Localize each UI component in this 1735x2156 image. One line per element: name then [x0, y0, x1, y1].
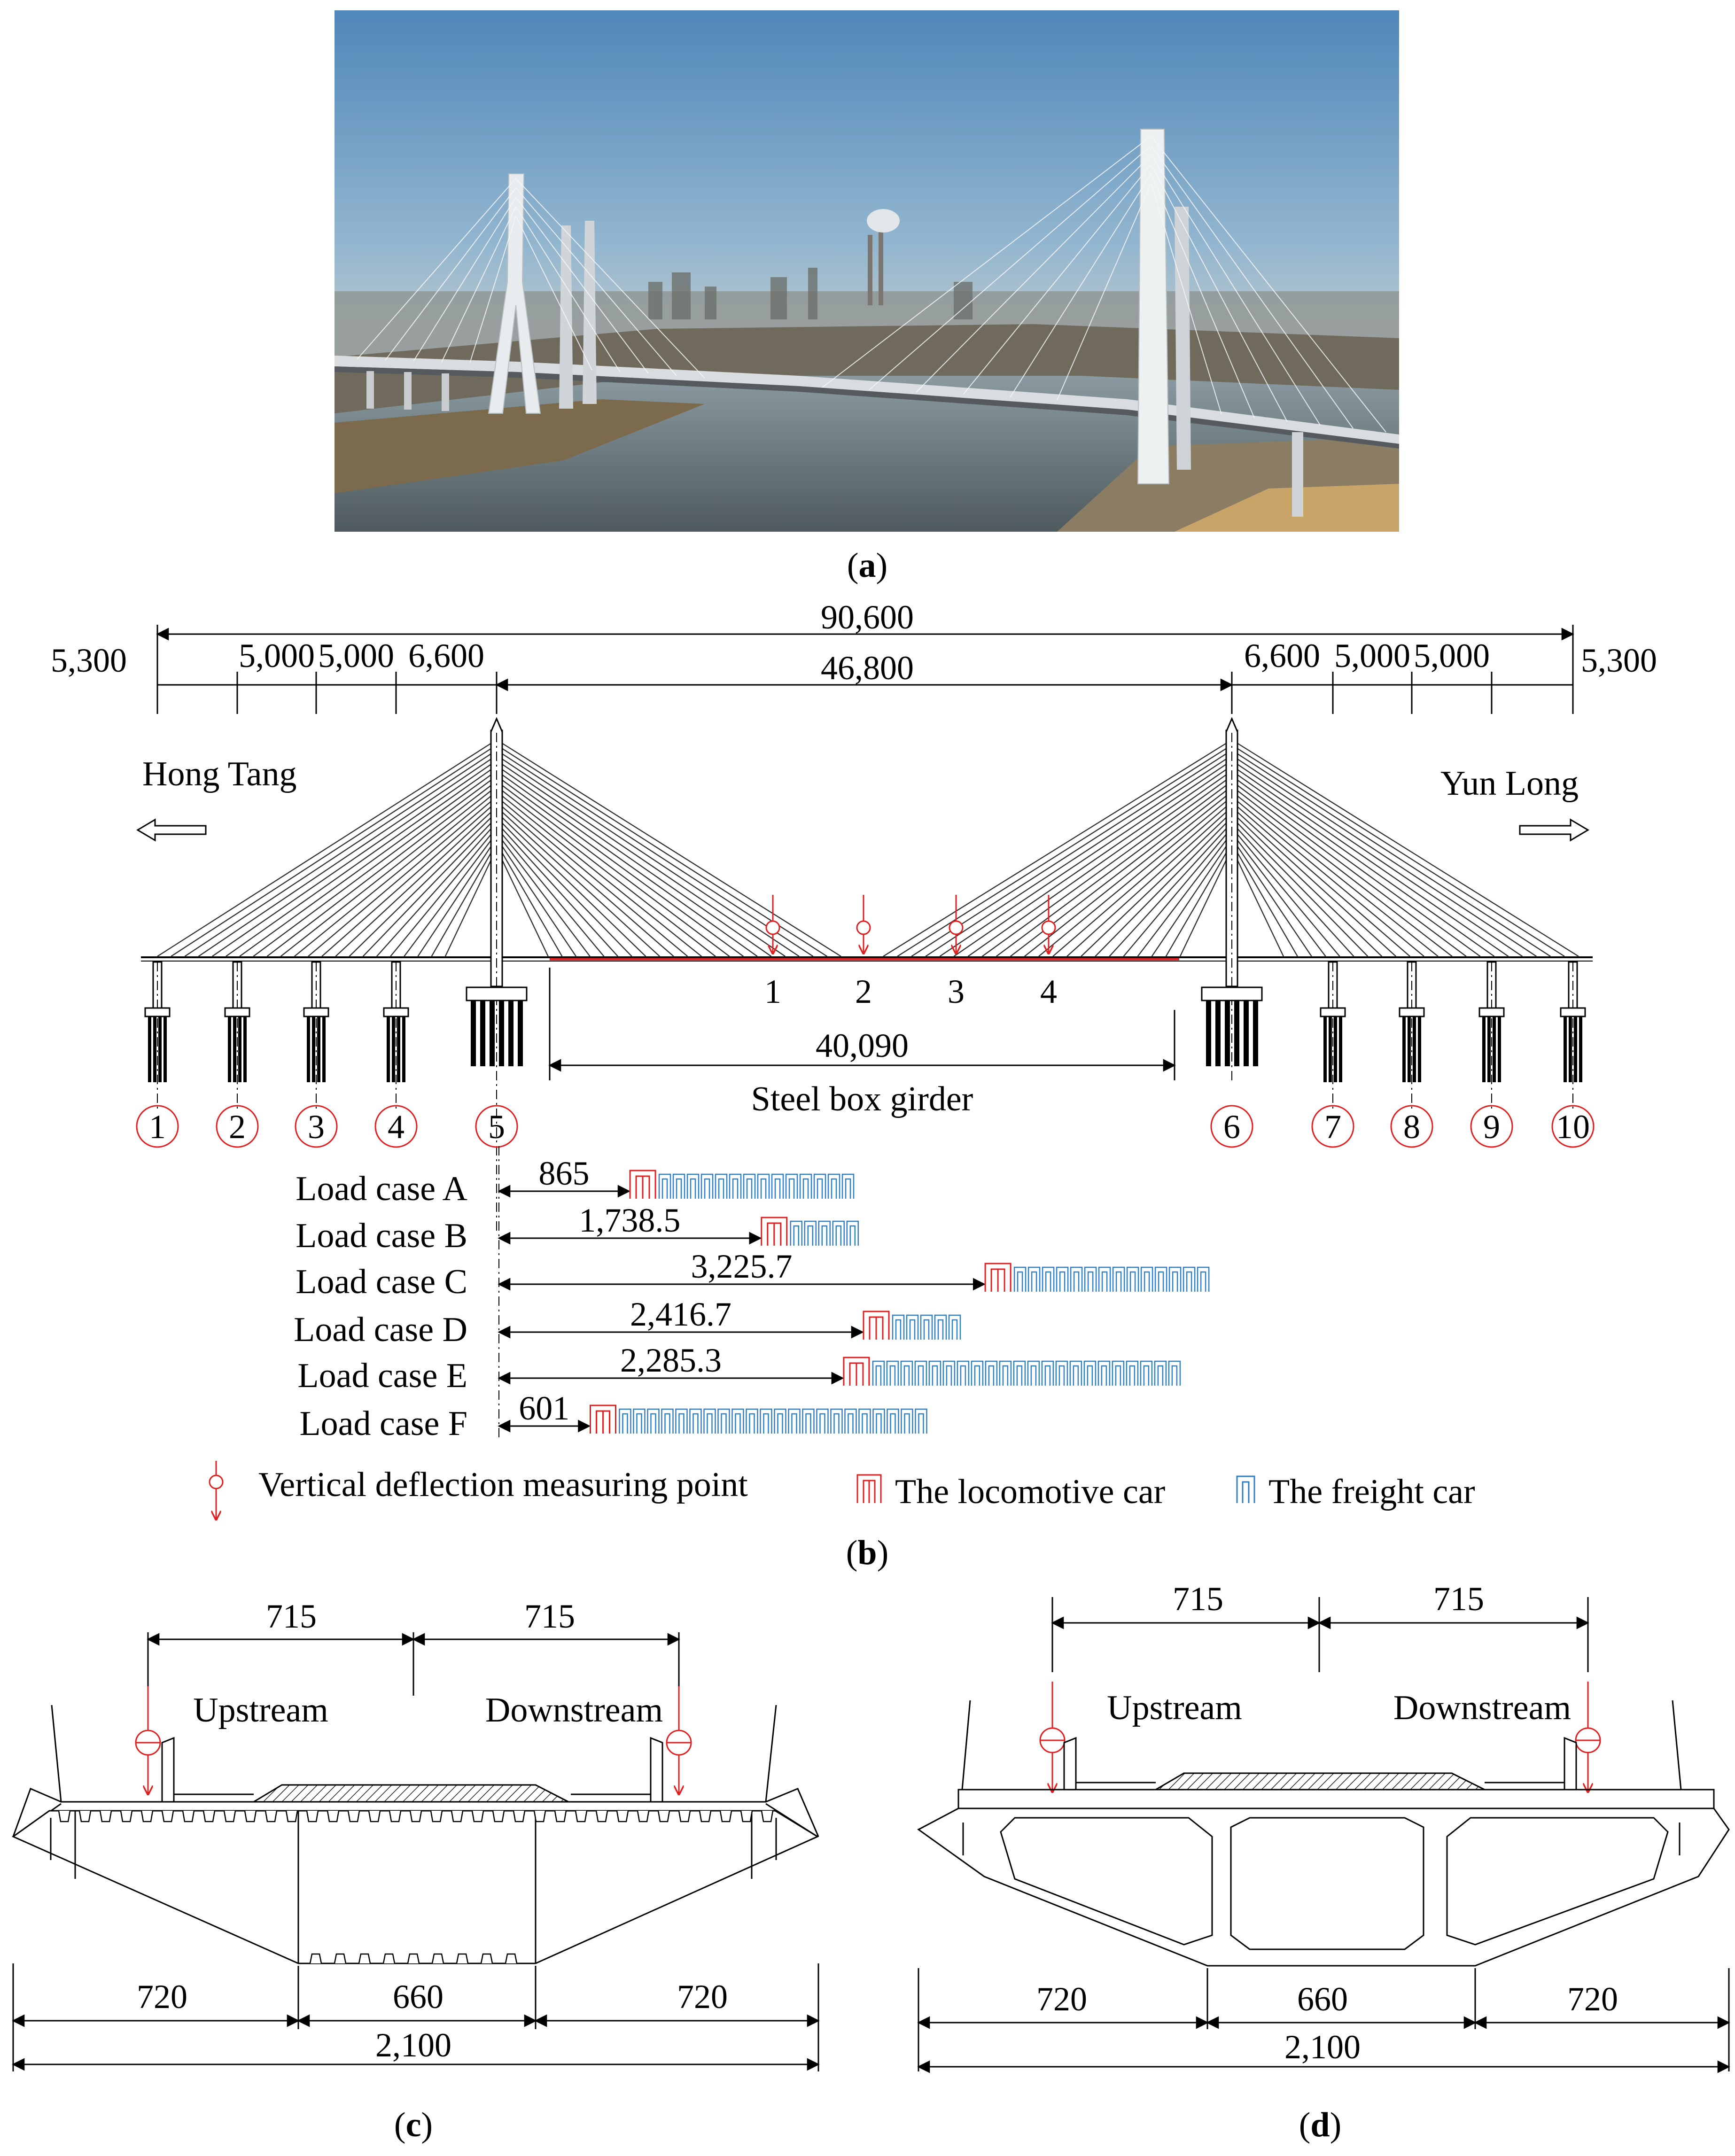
stay-cable: [1039, 797, 1232, 956]
freight-car: [802, 1409, 814, 1434]
freight-car: [704, 1409, 715, 1434]
load-case-name: Load case F: [299, 1404, 467, 1443]
section-d-bottom-dim-3: 720: [1567, 1980, 1618, 2018]
freight-car: [1183, 1267, 1195, 1292]
stay-cable: [982, 776, 1232, 956]
freight-car: [732, 1409, 743, 1434]
locomotive-car: [985, 1264, 1011, 1292]
measuring-point-3: [948, 895, 965, 1010]
stay-cable: [497, 766, 771, 956]
bridge-photo: [335, 10, 1399, 532]
load-case-distance: 2,285.3: [620, 1342, 722, 1379]
freight-car: [921, 1315, 932, 1340]
left-span-3: 5,000: [318, 637, 394, 675]
freight-car: [730, 1174, 741, 1199]
pier-number: 8: [1403, 1108, 1420, 1146]
span-labels: [51, 598, 1657, 687]
tower-left: [467, 719, 527, 1231]
freight-car: [929, 1361, 941, 1386]
freight-car: [673, 1174, 685, 1199]
pier-number: 9: [1483, 1108, 1500, 1146]
stay-cable: [497, 771, 757, 956]
section-c-bottom-dim-3: 720: [677, 1978, 728, 2016]
section-c-ballast: [254, 1785, 568, 1802]
freight-car: [1141, 1361, 1152, 1386]
freight-car: [817, 1409, 828, 1434]
stay-cable: [1232, 776, 1480, 956]
freight-car: [1169, 1361, 1180, 1386]
load-case-row: [296, 1202, 858, 1255]
freight-car: [760, 1409, 771, 1434]
right-span-1: 6,600: [1244, 637, 1320, 675]
freight-car: [915, 1409, 926, 1434]
freight-car: [633, 1409, 645, 1434]
load-case-name: Load case D: [294, 1311, 467, 1349]
freight-car: [1155, 1361, 1166, 1386]
freight-car: [1169, 1267, 1181, 1292]
left-span-4: 6,600: [408, 637, 484, 675]
pier-9: [1471, 962, 1512, 1147]
freight-car: [1113, 1267, 1124, 1292]
freight-car: [772, 1174, 783, 1199]
freight-car: [1057, 1267, 1068, 1292]
freight-car: [1028, 1361, 1039, 1386]
stay-cable: [497, 760, 785, 956]
load-case-name: Load case E: [297, 1357, 467, 1395]
stay-cable: [497, 833, 590, 956]
stay-cable: [954, 766, 1232, 956]
pier-number: 7: [1324, 1108, 1341, 1146]
stay-cable: [996, 781, 1232, 956]
stay-cable: [1109, 822, 1232, 956]
load-case-row: [297, 1342, 1180, 1395]
legend-measuring-label: Vertical deflection measuring point: [258, 1466, 748, 1504]
section-c-upstream: Upstream: [193, 1691, 328, 1729]
load-case-name: Load case B: [296, 1217, 467, 1255]
locomotive-car: [762, 1218, 787, 1246]
freight-car: [1071, 1267, 1082, 1292]
right-span-3: 5,000: [1414, 637, 1490, 675]
freight-car: [1043, 1267, 1054, 1292]
freight-car: [887, 1361, 898, 1386]
freight-car: [1141, 1267, 1152, 1292]
right-direction-label: Yun Long: [1440, 764, 1579, 803]
freight-car: [1000, 1361, 1011, 1386]
legend-freight-icon: [1237, 1476, 1254, 1503]
freight-car: [833, 1221, 844, 1246]
stay-cable: [497, 740, 841, 956]
stay-cable: [432, 843, 497, 956]
section-d-top-dim-2: 715: [1433, 1580, 1484, 1618]
measuring-point-2: [855, 895, 872, 1010]
stay-cable: [968, 771, 1232, 956]
freight-car: [831, 1409, 842, 1434]
panel-b-caption: (b): [846, 1534, 889, 1572]
section-c-top-dim-2: 715: [524, 1598, 575, 1635]
legend-freight-label: The freight car: [1268, 1473, 1475, 1511]
stay-cable: [497, 776, 743, 956]
stay-cable: [404, 833, 497, 956]
legend-measuring-icon: [210, 1461, 223, 1520]
pier-number: 3: [308, 1108, 325, 1146]
freight-car: [619, 1409, 630, 1434]
legend-locomotive-label: The locomotive car: [895, 1473, 1166, 1511]
freight-car: [716, 1174, 727, 1199]
stay-cable: [940, 760, 1232, 956]
freight-car: [873, 1409, 884, 1434]
stay-cable: [497, 797, 688, 956]
left-arrow-icon: [138, 820, 206, 840]
stay-cable: [377, 822, 497, 956]
pier-7: [1312, 962, 1354, 1147]
freight-car: [1098, 1361, 1110, 1386]
stay-cable: [1138, 833, 1232, 956]
legend: [210, 1461, 1475, 1520]
freight-car: [887, 1409, 898, 1434]
freight-car: [814, 1174, 825, 1199]
load-case-distance: 3,225.7: [691, 1248, 793, 1285]
section-c-bottom-dim-2: 660: [393, 1978, 443, 2016]
panel-a-caption: (a): [847, 546, 888, 585]
stay-cable: [1232, 833, 1326, 956]
freight-car: [676, 1409, 687, 1434]
pier-number: 5: [488, 1108, 505, 1146]
section-c-total: 2,100: [375, 2026, 451, 2064]
freight-car: [1127, 1267, 1138, 1292]
freight-car: [828, 1174, 840, 1199]
pier-number: 10: [1556, 1108, 1590, 1146]
load-case-row: [294, 1295, 960, 1349]
freight-car: [957, 1361, 969, 1386]
pier-3: [296, 962, 337, 1147]
stay-cable: [497, 822, 618, 956]
pier-8: [1391, 962, 1432, 1147]
load-case-distance: 865: [538, 1155, 590, 1192]
freight-car: [1085, 1267, 1096, 1292]
panel-d-label: d: [1310, 2106, 1330, 2144]
freight-car: [915, 1361, 926, 1386]
freight-car: [943, 1361, 955, 1386]
stay-cable: [1232, 822, 1354, 956]
panel-b-label: b: [857, 1534, 877, 1572]
measuring-point-label: 1: [764, 973, 781, 1010]
freight-car: [690, 1409, 701, 1434]
main-span-label: 46,800: [821, 649, 914, 687]
right-span-4: 5,300: [1581, 642, 1657, 679]
freight-car: [1028, 1267, 1040, 1292]
load-case-name: Load case A: [296, 1170, 467, 1208]
right-span-2: 5,000: [1334, 637, 1410, 675]
section-c-downstream: Downstream: [485, 1691, 663, 1729]
stay-cable: [1166, 843, 1232, 956]
freight-car: [1042, 1361, 1053, 1386]
freight-car: [986, 1361, 997, 1386]
freight-car: [1084, 1361, 1096, 1386]
freight-car: [1198, 1267, 1209, 1292]
freight-car: [774, 1409, 786, 1434]
total-span-label: 90,600: [821, 598, 914, 636]
stay-cable: [445, 848, 497, 956]
freight-car: [659, 1174, 670, 1199]
locomotive-car: [590, 1405, 615, 1434]
freight-car: [972, 1361, 983, 1386]
freight-car: [847, 1221, 858, 1246]
freight-car: [687, 1174, 699, 1199]
load-case-row: [296, 1248, 1209, 1301]
freight-car: [949, 1315, 960, 1340]
panel-c-caption: (c): [394, 2106, 433, 2144]
freight-car: [788, 1409, 800, 1434]
freight-car: [718, 1409, 729, 1434]
right-arrow-icon: [1520, 820, 1588, 840]
freight-car: [901, 1361, 912, 1386]
freight-car: [746, 1409, 757, 1434]
pier-number: 1: [149, 1108, 166, 1146]
measuring-point-label: 4: [1040, 973, 1057, 1010]
freight-car: [647, 1409, 659, 1434]
section-d-total: 2,100: [1284, 2028, 1361, 2066]
pier-2: [217, 962, 258, 1147]
measuring-point-label: 2: [855, 973, 872, 1010]
panel-c-label: c: [405, 2106, 421, 2144]
freight-car: [1056, 1361, 1067, 1386]
locomotive-car: [864, 1311, 889, 1340]
stay-cable: [1232, 797, 1424, 956]
load-case-name: Load case C: [296, 1263, 467, 1301]
freight-car: [701, 1174, 713, 1199]
freight-car: [1070, 1361, 1081, 1386]
stay-cable: [1232, 843, 1298, 956]
stay-cable: [390, 828, 497, 956]
stay-cable: [883, 740, 1232, 956]
pier-number: 4: [388, 1108, 405, 1146]
stay-cable: [497, 828, 604, 956]
left-span-2: 5,000: [239, 637, 315, 675]
pier-1: [137, 962, 178, 1147]
section-c: [13, 1598, 818, 2071]
stay-cable: [497, 843, 562, 956]
locomotive-car: [844, 1357, 869, 1386]
freight-car: [1127, 1361, 1138, 1386]
girder-label: Steel box girder: [751, 1080, 973, 1118]
freight-car: [1155, 1267, 1167, 1292]
locomotive-car: [630, 1171, 655, 1199]
freight-car: [873, 1361, 884, 1386]
stay-cable: [253, 776, 497, 956]
freight-car: [744, 1174, 755, 1199]
section-d-downstream: Downstream: [1393, 1689, 1572, 1727]
freight-car: [791, 1221, 802, 1246]
freight-car: [859, 1409, 870, 1434]
load-case-row: [296, 1155, 854, 1208]
freight-car: [661, 1409, 673, 1434]
panel-a-label: a: [858, 546, 876, 585]
freight-car: [819, 1221, 830, 1246]
freight-car: [800, 1174, 811, 1199]
freight-car: [786, 1174, 797, 1199]
section-d-bottom-dim-2: 660: [1297, 1980, 1348, 2018]
freight-car: [935, 1315, 946, 1340]
section-d-upstream: Upstream: [1107, 1689, 1242, 1727]
freight-car: [845, 1409, 856, 1434]
load-case-row: [299, 1389, 926, 1443]
section-d-ballast: [1156, 1773, 1485, 1790]
freight-car: [907, 1315, 918, 1340]
left-direction-label: Hong Tang: [142, 755, 297, 793]
freight-car: [893, 1315, 904, 1340]
section-d-bottom-dim-1: 720: [1036, 1980, 1087, 2018]
girder-length-label: 40,090: [816, 1027, 909, 1064]
section-d-top-dim-1: 715: [1173, 1580, 1223, 1618]
load-case-distance: 1,738.5: [579, 1202, 681, 1239]
load-case-distance: 601: [519, 1389, 570, 1427]
section-c-top-dim-1: 715: [266, 1598, 317, 1635]
freight-car: [842, 1174, 854, 1199]
section-d: [918, 1580, 1729, 2071]
load-case-distance: 2,416.7: [630, 1295, 731, 1333]
freight-car: [758, 1174, 769, 1199]
pier-number: 2: [229, 1108, 246, 1146]
section-c-bottom-dim-1: 720: [137, 1978, 187, 2016]
left-span-1: 5,300: [51, 642, 127, 679]
stay-cable: [226, 766, 497, 956]
freight-car: [1099, 1267, 1110, 1292]
freight-car: [1014, 1267, 1026, 1292]
legend-locomotive-icon: [857, 1475, 881, 1503]
deck: [141, 957, 1593, 961]
freight-car: [1113, 1361, 1124, 1386]
stay-cable: [308, 797, 497, 956]
pier-number: 6: [1223, 1108, 1240, 1146]
pier-4: [375, 962, 417, 1147]
load-cases: [294, 1146, 1209, 1443]
pier-10: [1552, 962, 1594, 1147]
freight-car: [901, 1409, 912, 1434]
freight-car: [1014, 1361, 1025, 1386]
panel-d-caption: (d): [1299, 2106, 1342, 2144]
freight-car: [805, 1221, 816, 1246]
measuring-point-label: 3: [948, 973, 965, 1010]
